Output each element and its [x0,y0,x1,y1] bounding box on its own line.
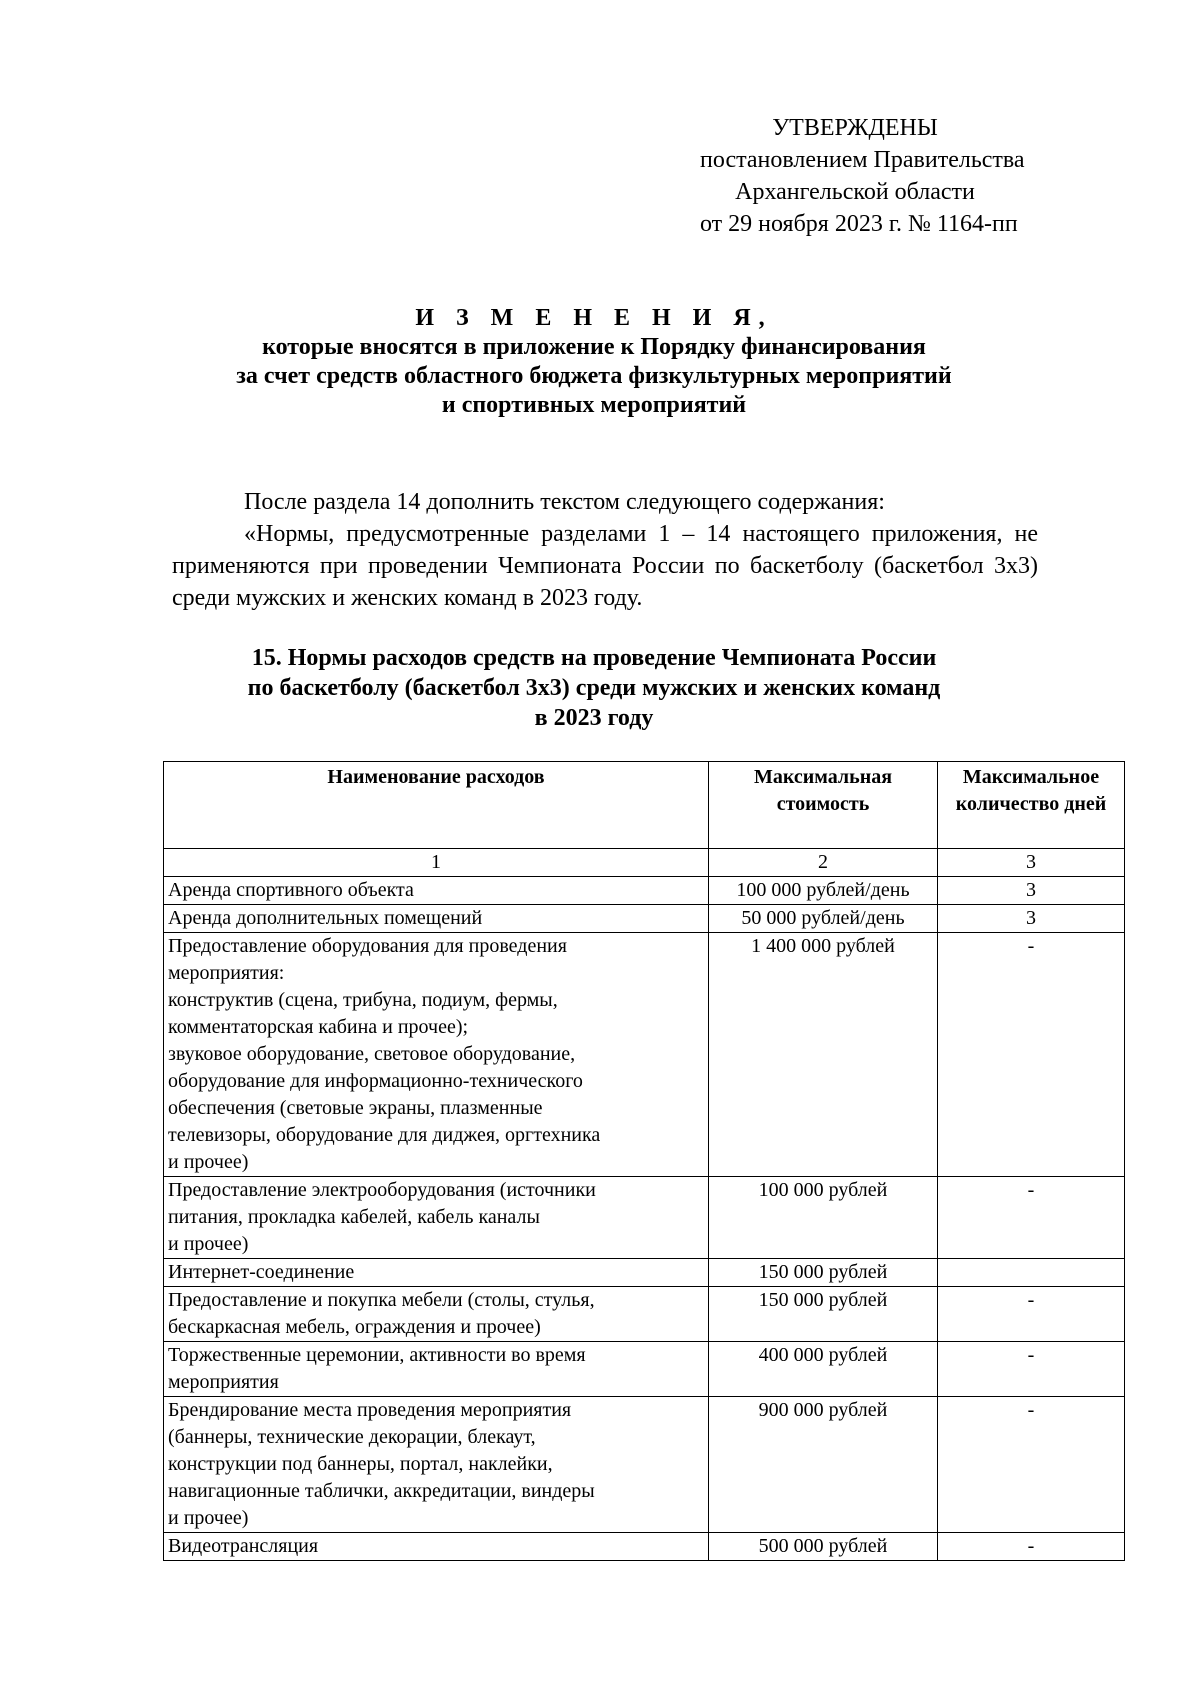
expense-name-line: конструкции под баннеры, портал, наклейки, [168,1453,553,1475]
table-row [164,1533,1125,1561]
expense-name-line: и прочее) [168,1151,249,1173]
expense-name [164,1259,709,1287]
expense-days: - [938,933,1125,1177]
expense-name-line: навигационные таблички, аккредитации, виндеры [168,1480,595,1502]
column-number: 2 [708,849,937,877]
expense-name [164,905,709,933]
expense-name-line: мероприятия: [168,962,285,984]
section-title [150,643,1038,733]
expense-name [164,1287,709,1342]
approval-line: от 29 ноября 2023 г. № 1164-пп [700,211,1018,237]
table-row [164,1177,1125,1259]
expense-days: - [938,1397,1125,1533]
expense-cost: 50 000 рублей/день [708,905,937,933]
expense-name-line: Аренда дополнительных помещений [168,907,483,929]
column-number-row [164,849,1125,877]
expense-name-line: комментаторская кабина и прочее); [168,1016,469,1038]
expense-name-line: Предоставление оборудования для проведения [168,935,567,957]
expense-cost: 500 000 рублей [708,1533,937,1561]
expense-cost: 150 000 рублей [708,1259,937,1287]
expense-name-line: Интернет-соединение [168,1261,355,1283]
expense-name-line: оборудование для информационно-технического [168,1070,583,1092]
expense-name-line: звуковое оборудование, световое оборудование, [168,1043,576,1065]
table-row [164,1397,1125,1533]
section-title-line: по баскетболу (баскетбол 3x3) среди мужских и женских команд [247,675,941,701]
table-row [164,905,1125,933]
expense-name-line: Предоставление электрооборудования (источники [168,1179,596,1201]
expense-name-line: и прочее) [168,1507,249,1529]
expense-name [164,1533,709,1561]
expense-name-line: телевизоры, оборудование для диджея, оргтехника [168,1124,601,1146]
expense-name-line: Торжественные церемонии, активности во время [168,1344,586,1366]
title-line: за счет средств областного бюджета физкультурных мероприятий [236,363,952,389]
table-row [164,1342,1125,1397]
expense-name-line: обеспечения (световые экраны, плазменные [168,1097,543,1119]
expense-name-line: Предоставление и покупка мебели (столы, стулья, [168,1289,595,1311]
quote-paragraph: «Нормы, предусмотренные разделами 1 – 14 настоящего приложения, не применяются при проведении Чемпионата России по баскетболу (баскетбол 3x3) среди мужских и женских команд в 2023 году. [172,521,1038,611]
body-text [172,486,1038,614]
expense-name-line: Видеотрансляция [168,1535,319,1557]
expense-days: - [938,1177,1125,1259]
expense-name [164,933,709,1177]
expense-name-line: Брендирование места проведения мероприятия [168,1399,572,1421]
expense-name-line: бескаркасная мебель, ограждения и прочее) [168,1316,541,1338]
expenses-table [163,761,1125,1561]
expense-name-line: и прочее) [168,1233,249,1255]
approval-line: постановлением Правительства [700,147,1025,173]
header-max-cost: Максимальная стоимость [708,762,937,849]
expense-cost: 100 000 рублей/день [708,877,937,905]
column-number: 1 [164,849,709,877]
expense-name [164,1177,709,1259]
expense-days: - [938,1342,1125,1397]
expense-days: - [938,1287,1125,1342]
expense-days: - [938,1533,1125,1561]
table-row [164,877,1125,905]
title-line: которые вносятся в приложение к Порядку финансирования [262,334,926,360]
expense-cost: 1 400 000 рублей [708,933,937,1177]
table-row [164,1259,1125,1287]
expense-name-line: Аренда спортивного объекта [168,879,414,901]
expense-cost: 400 000 рублей [708,1342,937,1397]
header-expense-name: Наименование расходов [164,762,709,849]
expense-name-line: (баннеры, технические декорации, блекаут, [168,1426,536,1448]
expense-days: 3 [938,877,1125,905]
title-line: и спортивных мероприятий [441,392,747,418]
expense-name-line: конструктив (сцена, трибуна, подиум, фермы, [168,989,558,1011]
approval-stamp [700,112,1025,240]
expense-days: 3 [938,905,1125,933]
column-number: 3 [938,849,1125,877]
table-row [164,933,1125,1177]
expense-cost: 900 000 рублей [708,1397,937,1533]
section-title-line: 15. Нормы расходов средств на проведение Чемпионата России [251,645,937,671]
expense-cost: 100 000 рублей [708,1177,937,1259]
expense-name [164,1397,709,1533]
expense-name-line: мероприятия [168,1371,279,1393]
intro-paragraph: После раздела 14 дополнить текстом следующего содержания: [244,489,885,515]
table-header-row [164,762,1125,849]
expense-name-line: питания, прокладка кабелей, кабель каналы [168,1206,540,1228]
header-max-days: Максимальное количество дней [938,762,1125,849]
section-title-line: в 2023 году [534,705,654,731]
expense-cost: 150 000 рублей [708,1287,937,1342]
approval-line: Архангельской области [735,179,975,205]
table-row [164,1287,1125,1342]
title-heading: И З М Е Н Е Н И Я, [415,305,773,331]
expense-name [164,1342,709,1397]
expense-name [164,877,709,905]
document-title [150,304,1038,420]
approval-line: УТВЕРЖДЕНЫ [772,115,938,141]
expense-days [938,1259,1125,1287]
